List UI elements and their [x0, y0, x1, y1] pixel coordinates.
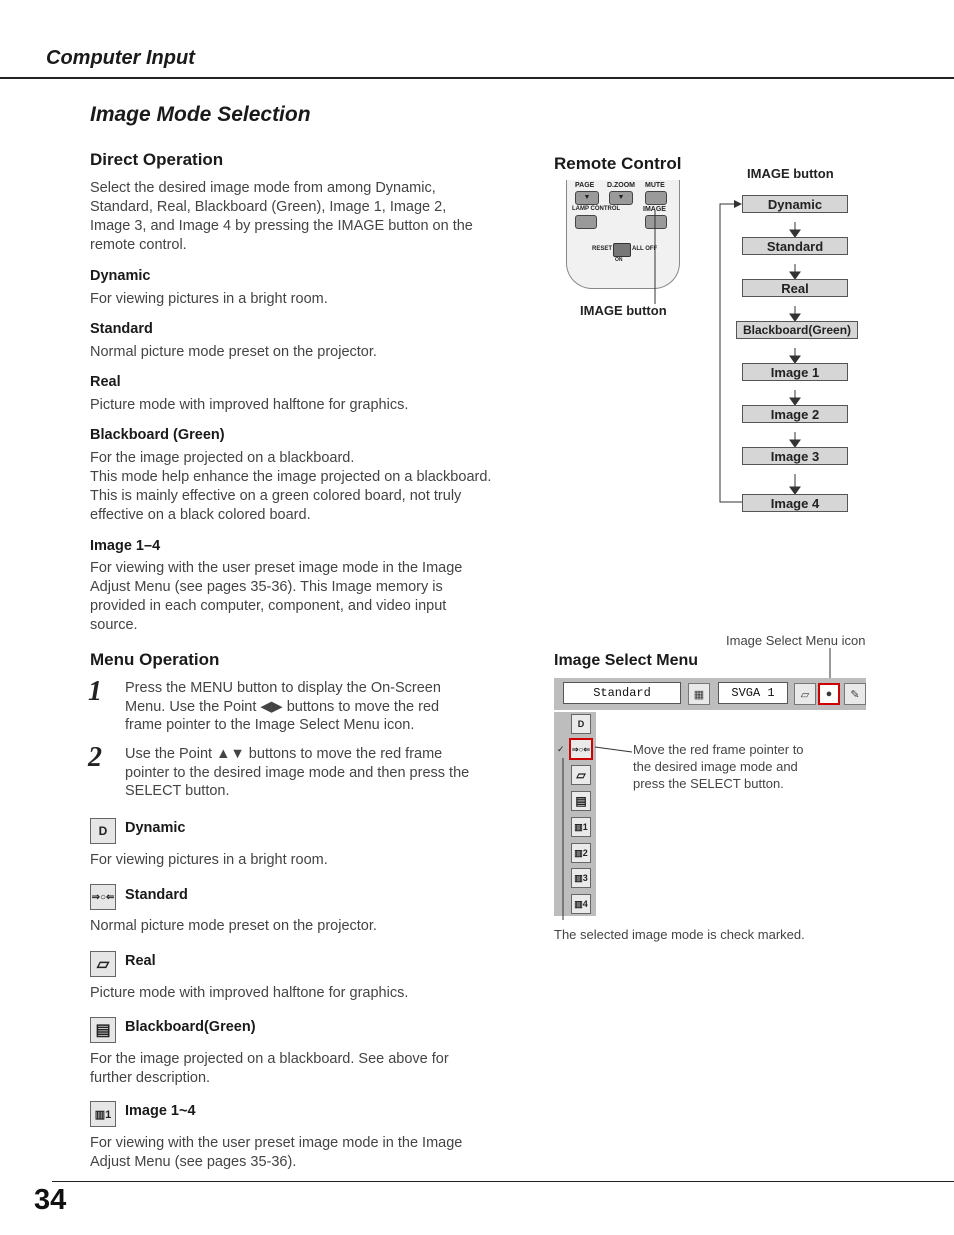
menu-mode-blackboard-desc: [90, 1050, 520, 1088]
mode-desc-blackboard: [90, 449, 530, 525]
current-mode-field: Standard: [563, 682, 681, 704]
menu-item-image-1-icon[interactable]: ▥1: [571, 817, 591, 837]
image-button-label: IMAGE button: [580, 303, 667, 318]
menu-item-real-icon[interactable]: ▱: [571, 765, 591, 785]
check-mark-icon: ✓: [557, 744, 565, 754]
desc-line: source.: [90, 617, 138, 633]
section-header: Computer Input: [46, 47, 195, 69]
caption-line: press the SELECT button.: [633, 776, 784, 791]
dynamic-mode-icon: D: [90, 818, 116, 844]
desc-line: effective on a black colored board.: [90, 507, 311, 523]
flow-box-image-1: Image 1: [742, 363, 848, 381]
step-line: SELECT button.: [125, 783, 230, 799]
signal-field: SVGA 1: [718, 682, 788, 704]
menu-mode-dynamic: Dynamic: [125, 820, 186, 836]
flow-box-standard: Standard: [742, 237, 848, 255]
icon-caption-leader: [820, 648, 840, 682]
pointer-caption: [633, 741, 804, 792]
desc-line: Adjust Menu (see pages 35-36).: [90, 1154, 297, 1170]
menu-item-standard-icon[interactable]: ⇒○⇐: [569, 738, 593, 760]
key-label-reset: RESET: [592, 246, 613, 252]
key-label-page: PAGE: [575, 182, 595, 189]
menu-mode-real-desc: Picture mode with improved halftone for graphics.: [90, 985, 409, 1001]
menu-mode-real: Real: [125, 953, 156, 969]
image-mode-flow-arrows: [700, 180, 900, 520]
direct-operation-heading: Direct Operation: [90, 150, 224, 169]
mode-heading-blackboard: Blackboard (Green): [90, 427, 225, 443]
header-rule: [0, 77, 954, 79]
page-title: Image Mode Selection: [90, 103, 311, 126]
step-text-1: [125, 679, 515, 735]
dzoom-key: ▼: [609, 191, 633, 205]
monitor-icon[interactable]: ▱: [794, 683, 816, 705]
remote-control-heading: Remote Control: [554, 154, 682, 173]
image-select-menu-heading: Image Select Menu: [554, 652, 699, 669]
step-text-2: [125, 745, 515, 801]
footer-rule: [52, 1181, 954, 1182]
page-number: 34: [34, 1184, 67, 1216]
check-caption: The selected image mode is check marked.: [554, 927, 805, 942]
step-line: Menu. Use the Point ◀▶ buttons to move the red: [125, 698, 440, 715]
image-select-menu-icon[interactable]: ●: [818, 683, 840, 705]
menu-operation-heading: Menu Operation: [90, 650, 220, 669]
mute-key: [645, 191, 667, 205]
step-line: pointer to the desired image mode and then press the: [125, 764, 470, 781]
menu-mode-standard: Standard: [125, 887, 188, 903]
step-line: Use the Point ▲▼ buttons to move the red frame: [125, 746, 443, 762]
menu-mode-blackboard: Blackboard(Green): [125, 1019, 256, 1035]
adjust-icon[interactable]: ▦: [688, 683, 710, 705]
mode-heading-dynamic: Dynamic: [90, 268, 151, 284]
remote-illustration: [566, 180, 680, 289]
mode-heading-standard: Standard: [90, 321, 153, 337]
mode-heading-real: Real: [90, 374, 121, 390]
step-line: Press the MENU button to display the On-Screen: [125, 680, 441, 696]
key-label-lamp-control: LAMP CONTROL: [572, 206, 621, 212]
mode-desc-real: Picture mode with improved halftone for graphics.: [90, 397, 409, 413]
desc-line: further description.: [90, 1070, 211, 1086]
desc-line: This mode help enhance the image projected on a blackboard.: [90, 469, 492, 485]
osd-menu-bar: [554, 678, 866, 710]
desc-line: This is mainly effective on a green colored board, not truly: [90, 488, 462, 504]
key-label-mute: MUTE: [645, 182, 665, 189]
intro-line: Select the desired image mode from among Dynamic,: [90, 180, 436, 196]
menu-item-image-2-icon[interactable]: ▥2: [571, 843, 591, 863]
reset-switch: [613, 243, 631, 257]
caption-line: the desired image mode and: [633, 759, 798, 774]
menu-item-blackboard-icon[interactable]: ▤: [571, 791, 591, 811]
key-label-image: IMAGE: [643, 206, 666, 213]
menu-item-image-3-icon[interactable]: ▥3: [571, 868, 591, 888]
menu-leader-lines: [556, 740, 636, 930]
desc-line: For the image projected on a blackboard.: [90, 450, 355, 466]
step-line: frame pointer to the Image Select Menu icon.: [125, 717, 415, 733]
caption-line: Move the red frame pointer to: [633, 742, 804, 757]
desc-line: provided in each computer, component, and video input: [90, 598, 447, 614]
page-key: ▼: [575, 191, 599, 205]
flow-box-dynamic: Dynamic: [742, 195, 848, 213]
mode-desc-standard: Normal picture mode preset on the projector.: [90, 344, 377, 360]
standard-mode-icon: ⇒○⇐: [90, 884, 116, 910]
desc-line: For viewing with the user preset image mode in the Image: [90, 1135, 463, 1151]
desc-line: Adjust Menu (see pages 35-36). This Image memory is: [90, 579, 443, 595]
intro-line: Image 3, and Image 4 by pressing the IMAGE button on the: [90, 218, 473, 234]
blackboard-mode-icon: ▤: [90, 1017, 116, 1043]
desc-line: For viewing with the user preset image mode in the Image: [90, 560, 463, 576]
key-label-on: ON: [615, 257, 623, 263]
flow-box-real: Real: [742, 279, 848, 297]
key-label-all-off: ALL OFF: [632, 246, 658, 252]
lamp-control-key: [575, 215, 597, 229]
image-mode-icon: ▥1: [90, 1101, 116, 1127]
flow-box-image-2: Image 2: [742, 405, 848, 423]
flow-box-image-4: Image 4: [742, 494, 848, 512]
intro-line: remote control.: [90, 237, 187, 253]
mode-heading-image: Image 1–4: [90, 538, 161, 554]
menu-item-image-4-icon[interactable]: ▥4: [571, 894, 591, 914]
mode-desc-image: [90, 559, 520, 635]
flow-box-blackboard: Blackboard(Green): [736, 321, 858, 339]
menu-mode-standard-desc: Normal picture mode preset on the projector.: [90, 918, 377, 934]
key-label-dzoom: D.ZOOM: [607, 182, 635, 189]
real-mode-icon: ▱: [90, 951, 116, 977]
image-select-menu-icon-caption: Image Select Menu icon: [726, 633, 866, 648]
menu-mode-dynamic-desc: For viewing pictures in a bright room.: [90, 852, 328, 868]
step-number-2: 2: [88, 742, 102, 773]
flow-box-image-3: Image 3: [742, 447, 848, 465]
step-number-1: 1: [88, 676, 102, 707]
menu-mode-image: Image 1~4: [125, 1103, 196, 1119]
menu-mode-image-desc: [90, 1134, 520, 1172]
mode-desc-dynamic: For viewing pictures in a bright room.: [90, 291, 328, 307]
menu-item-dynamic-icon[interactable]: D: [571, 714, 591, 734]
image-button-leader-line: [640, 210, 660, 310]
settings-icon[interactable]: ✎: [844, 683, 866, 705]
desc-line: For the image projected on a blackboard. See above for: [90, 1051, 449, 1067]
image-button-label-top: IMAGE button: [747, 166, 834, 181]
direct-intro: [90, 179, 520, 255]
intro-line: Standard, Real, Blackboard (Green), Image 1, Image 2,: [90, 199, 447, 215]
